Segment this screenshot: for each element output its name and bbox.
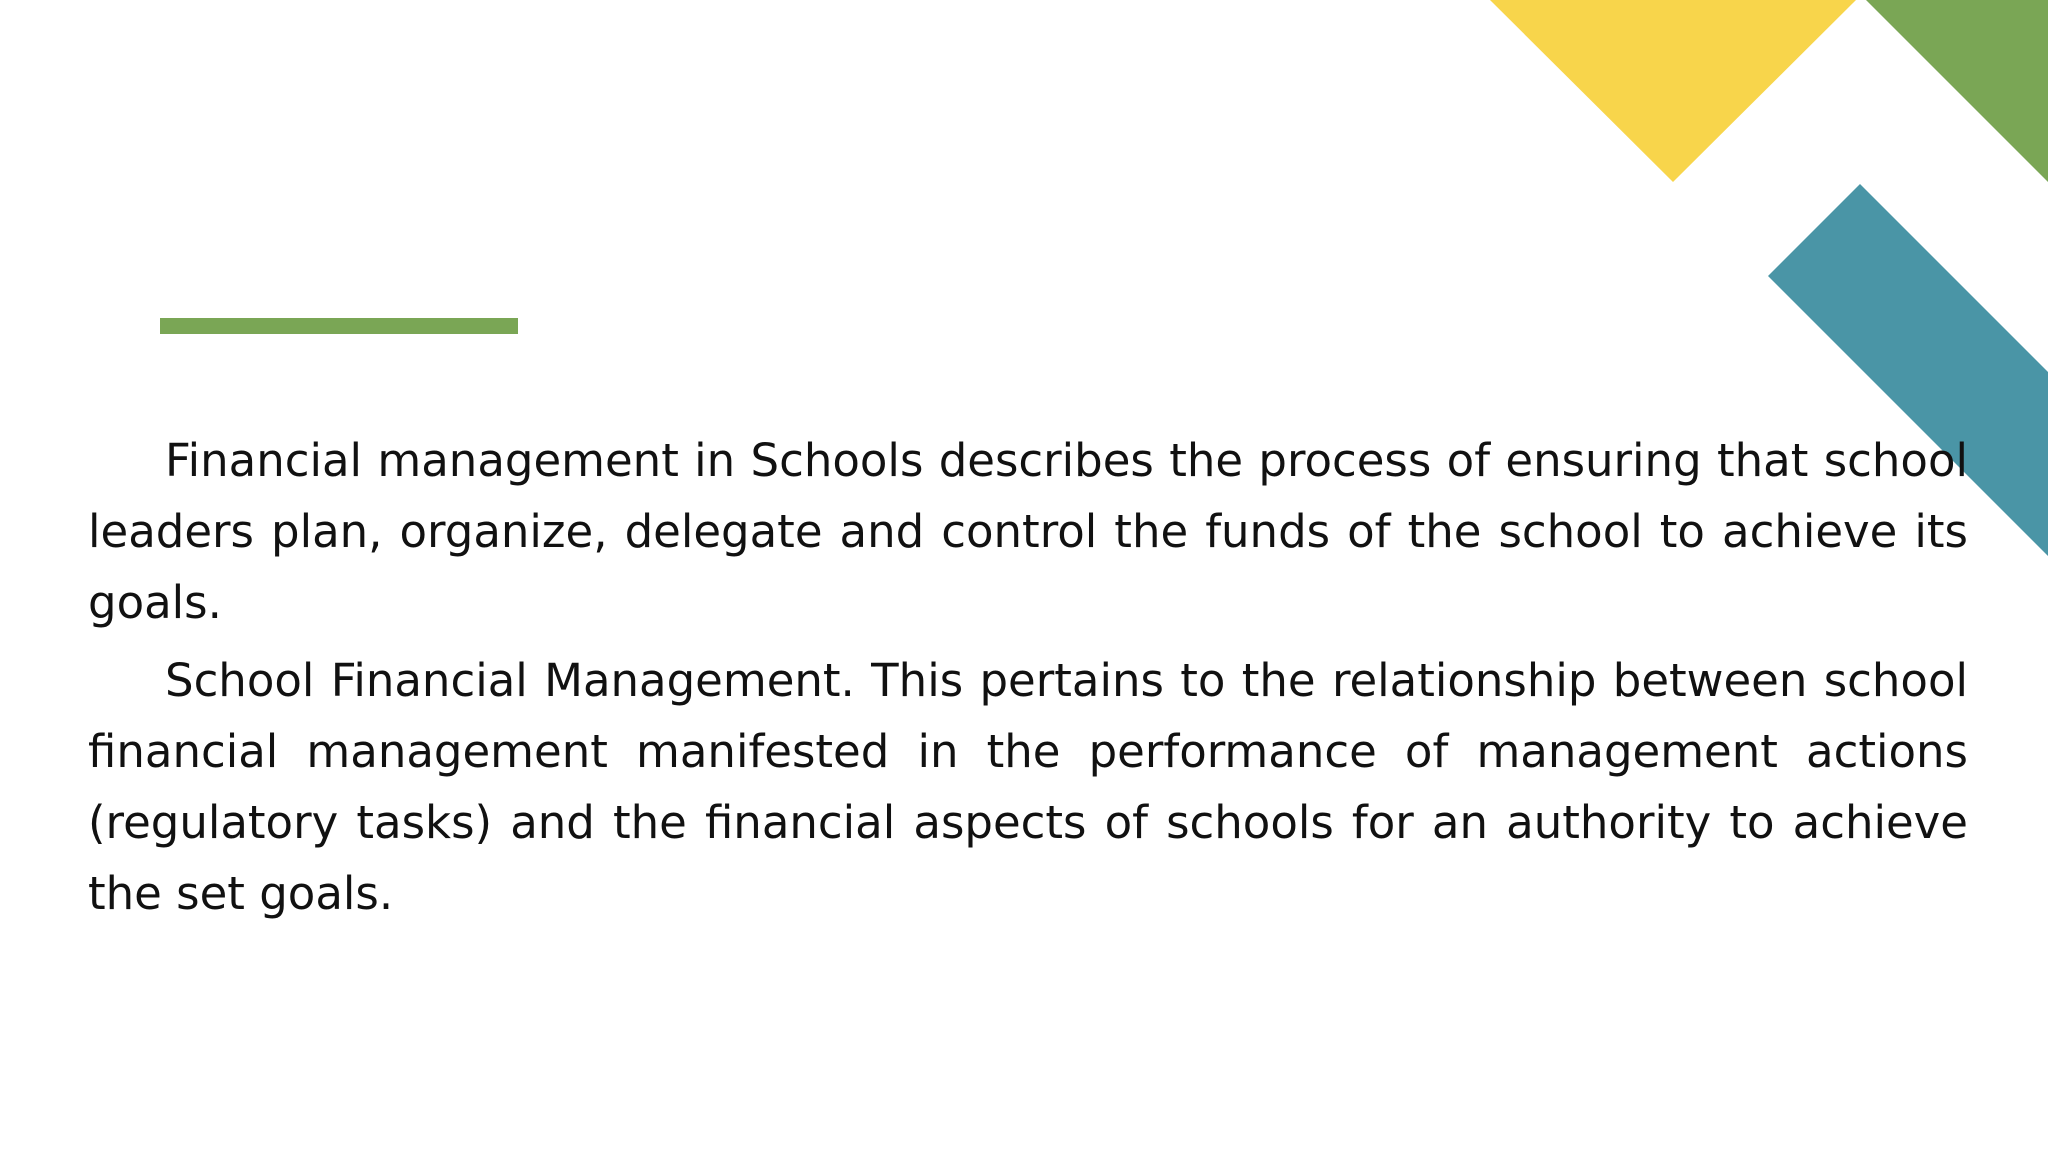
paragraph-financial-management-definition: Financial management in Schools describes the process of ensuring that school leaders plan, organize, delegate and control the funds of the school to achieve its goals. bbox=[88, 434, 1968, 629]
yellow-triangle-shape bbox=[1490, 0, 1856, 182]
paragraph-school-financial-management: School Financial Management. This pertains to the relationship between school financial management manifested in the performance of management actions (regulatory tasks) and the financial aspects of schools for an authority to achieve the set goals. bbox=[88, 654, 1968, 920]
green-triangle-shape bbox=[1866, 0, 2048, 182]
body-text bbox=[88, 425, 1968, 936]
green-accent-bar bbox=[160, 318, 518, 334]
